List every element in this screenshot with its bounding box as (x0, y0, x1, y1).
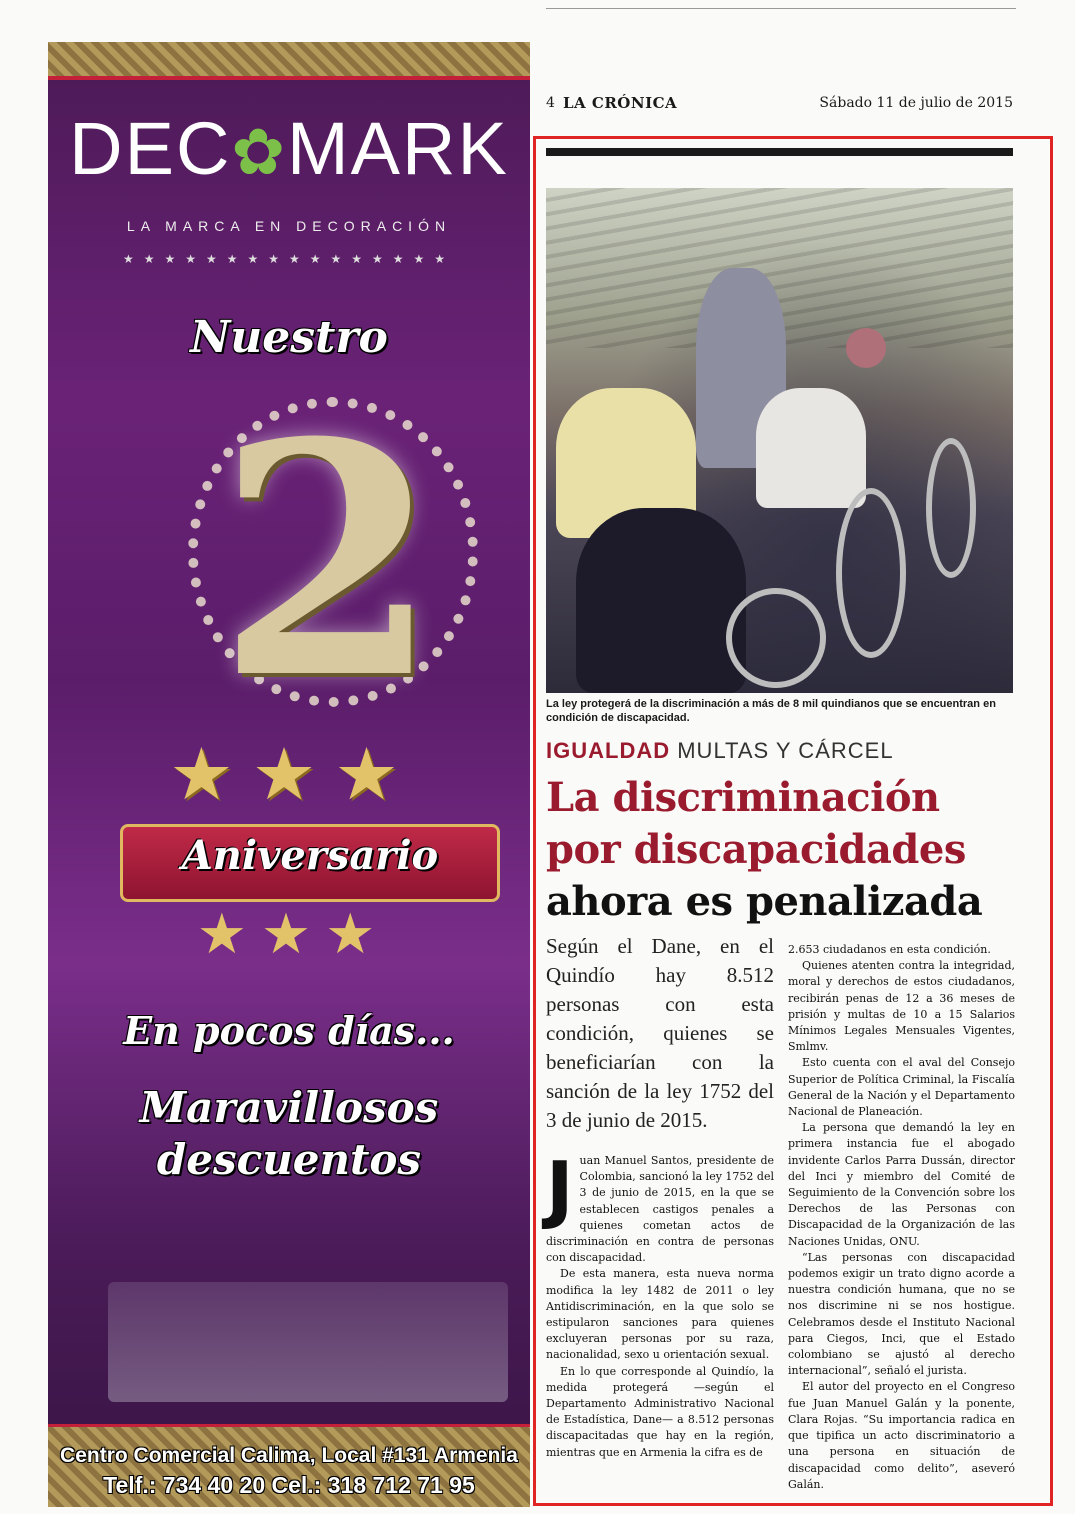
paragraph-7: La persona que demandó la ley en primera instancia fue el abogado invidente Carlos Parra Dussán, director del Inci y miembro del Comité de Seguimiento de la Convención sobre los Derechos de las Personas con Discapacidad de la Organización de las Naciones Unidas, ONU. (788, 1121, 1015, 1248)
headline-line-3: ahora es penalizada (546, 878, 983, 925)
article-column-left (546, 932, 774, 1461)
article-column-right (788, 942, 1015, 1493)
ad-anniversary-number: 2 (216, 374, 440, 749)
ad-maravillosos-text: Maravillosos (139, 1083, 439, 1132)
flower-icon: ✿ (231, 116, 288, 188)
kicker-sub: MULTAS Y CÁRCEL (677, 738, 894, 763)
paragraph-8: “Las personas con discapacidad podemos exigir un trato digno acorde a nuestra condición humana, que no se nos discrimine ni se nos hostigue. Celebramos desde el Instituto Nacional para Ciegos, Inci, que el Estado colombiano se ajustó al derecho internacional”, señaló el jurista. (788, 1250, 1015, 1378)
photo-person (756, 388, 866, 508)
ad-address: Centro Comercial Calima, Local #131 Armenia (60, 1444, 518, 1467)
ad-nuestro-text: Nuestro (190, 312, 388, 363)
small-stars-icon: ★★★★★★★★★★★★★★★★ (122, 252, 456, 266)
newspaper-name: LA CRÓNICA (563, 94, 678, 112)
page-date: Sábado 11 de julio de 2015 (819, 95, 1013, 111)
photo-person (846, 328, 886, 368)
photo-caption: La ley protegerá de la discriminación a más de 8 mil quindianos que se encuentran en condición de discapacidad. (546, 698, 996, 724)
top-rule (546, 8, 1016, 9)
kicker-main: IGUALDAD (546, 738, 671, 763)
paragraph-3: En lo que corresponde al Quindío, la medida protegerá —según el Departamento Administrativo Nacional de Estadística, Dane— a 8.512 personas discapacitadas que hay en la región, mientras que en Armenia la cifra es de (546, 1364, 774, 1459)
paragraph-2: De esta manera, esta nueva norma modifica la ley 1482 de 2011 o ley Antidiscriminación, en la que solo se estipularon sanciones para quienes excluyeran personas por su raza, nacionalidad, sexo u orientación sexual. (546, 1267, 774, 1362)
headline-line-2: por discapacidades (546, 826, 966, 873)
article-photo-wheelchairs (546, 188, 1013, 693)
ad-furniture-image (108, 1282, 508, 1402)
paragraph-1 (546, 1146, 774, 1266)
gold-stars-icon: ★★★ (169, 732, 417, 816)
decomark-advertisement (48, 42, 530, 1498)
page-number: 4 (546, 95, 555, 111)
ad-aniversario-text: Aniversario (181, 832, 439, 879)
paragraph-5: Quienes atenten contra la integridad, moral y derechos de estos ciudadanos, recibirán penas de 12 a 36 meses de prisión y multas de 10 a 15 Salarios Mínimos Legales Mensuales Vigentes, Smlmv. (788, 959, 1015, 1054)
article-headline (546, 772, 1016, 928)
ad-phones: Telf.: 734 40 20 Cel.: 318 712 71 95 (103, 1472, 475, 1498)
ad-brand-left: DEC (69, 107, 232, 190)
paragraph-4: 2.653 ciudadanos en esta condición. (788, 943, 991, 956)
paragraph-6: Esto cuenta con el aval del Consejo Superior de Política Criminal, la Fiscalía General de la Nación y el Departamento Nacional de Planeación. (788, 1056, 1015, 1119)
photo-wheel (836, 488, 906, 658)
article-body-right (788, 942, 1015, 1493)
ad-brand-right: MARK (287, 107, 509, 190)
ad-tagline: LA MARCA EN DECORACIÓN (126, 218, 452, 234)
paragraph-9: El autor del proyecto en el Congreso fue Juan Manuel Galán y la ponente, Clara Rojas. “Su importancia radica en que tipifica un acto discriminatorio a una persona en situación de discapacidad como delito”, aseveró Galán. (788, 1380, 1015, 1491)
dropcap: J (546, 1146, 574, 1232)
photo-wheel (926, 438, 976, 578)
ad-top-pattern-band (48, 42, 530, 76)
article-top-bar (546, 148, 1013, 156)
ad-descuentos-text: descuentos (156, 1135, 422, 1184)
paragraph-1-text: uan Manuel Santos, presidente de Colombia, sancionó la ley 1752 del 3 de junio de 2015, en la que se establecen castigos penales a quienes cometan actos de discriminación en contra de personas con discapacidad. (546, 1154, 774, 1265)
gold-stars-bottom-icon: ★★★ (196, 902, 390, 967)
ad-brand-logo (48, 106, 530, 191)
article-kicker (546, 738, 1016, 764)
ad-pocos-dias-text: En pocos días... (123, 1008, 455, 1053)
headline-line-1: La discriminación (546, 774, 940, 821)
article-deck: Según el Dane, en el Quindío hay 8.512 personas con esta condición, quienes se beneficiarían con la sanción de la ley 1752 del 3 de junio de 2015. (546, 934, 774, 1132)
article-body-left (546, 1146, 774, 1461)
photo-person (576, 508, 746, 693)
photo-wheel (726, 588, 826, 688)
ad-offer-text (48, 1082, 530, 1186)
ad-top-red-line (48, 76, 530, 80)
